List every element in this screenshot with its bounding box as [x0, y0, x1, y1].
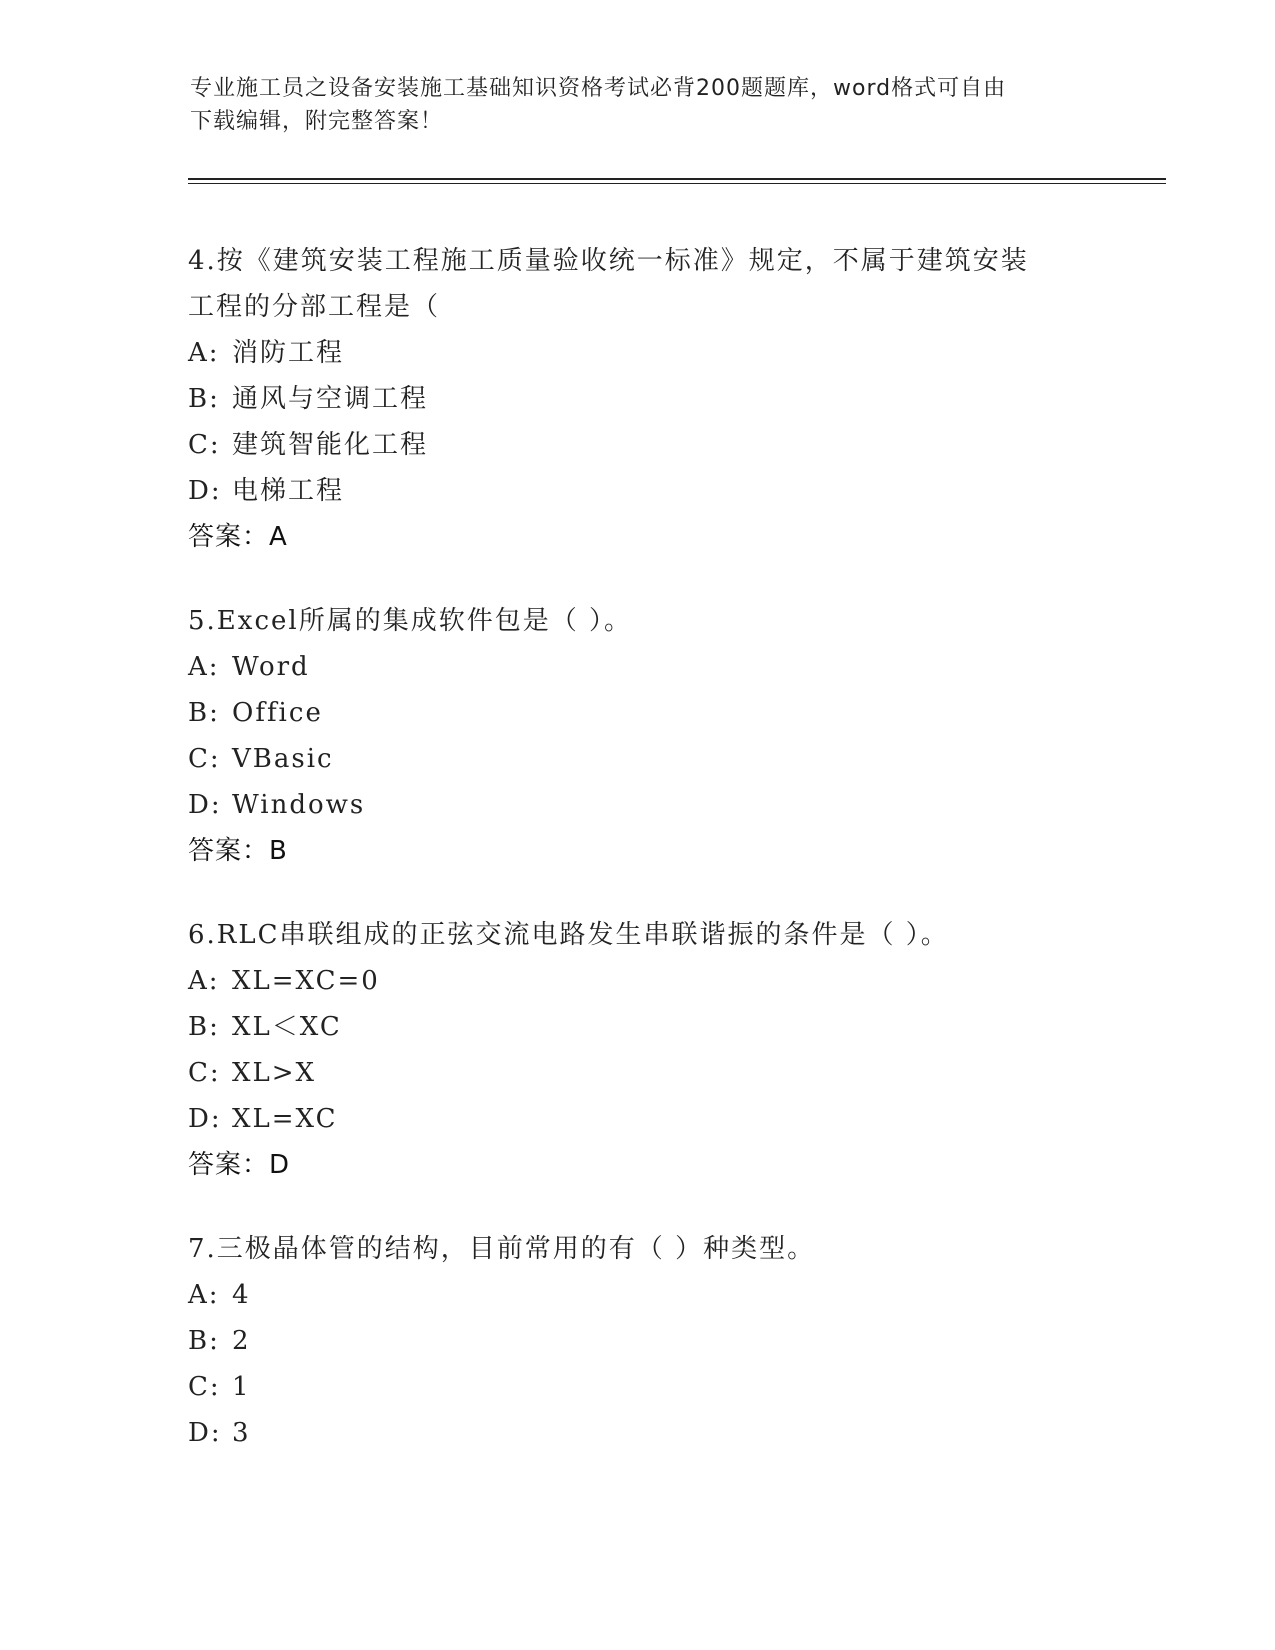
option-text: 2: [232, 1326, 251, 1356]
question-4: [188, 238, 1168, 560]
option-c: [188, 422, 1168, 468]
question-text: 5.Excel所属的集成软件包是（ ）。: [188, 606, 632, 636]
option-letter: C:: [188, 1058, 221, 1088]
intro-line-1: 专业施工员之设备安装施工基础知识资格考试必背200题题库，word格式可自由: [190, 76, 1007, 101]
option-text: 1: [232, 1372, 251, 1402]
document-intro: [190, 72, 1090, 138]
option-letter: A:: [188, 652, 220, 682]
option-text: VBasic: [232, 744, 334, 774]
option-text: Office: [232, 698, 323, 728]
option-text: 3: [232, 1418, 251, 1448]
header-divider: [188, 178, 1166, 180]
option-letter: B:: [188, 384, 220, 414]
answer-text: 答案：A: [188, 522, 288, 552]
option-letter: B:: [188, 1012, 220, 1042]
option-d: [188, 1096, 1168, 1142]
question-7: [188, 1226, 1168, 1456]
option-letter: C:: [188, 430, 221, 460]
option-text: Windows: [232, 790, 366, 820]
option-d: [188, 1410, 1168, 1456]
question-text: 6.RLC串联组成的正弦交流电路发生串联谐振的条件是（ ）。: [188, 920, 949, 950]
question-text: [188, 238, 1068, 330]
option-letter: D:: [188, 1104, 222, 1134]
option-letter: D:: [188, 790, 222, 820]
option-d: [188, 468, 1168, 514]
option-a: [188, 1272, 1168, 1318]
option-a: [188, 958, 1168, 1004]
option-letter: A:: [188, 966, 220, 996]
option-letter: D:: [188, 476, 222, 506]
question-text-line: 工程的分部工程是（: [188, 292, 441, 322]
option-text: XL=XC=0: [232, 966, 380, 996]
option-text: Word: [232, 652, 310, 682]
option-text: 建筑智能化工程: [232, 430, 429, 460]
question-6: [188, 912, 1168, 1188]
option-letter: C:: [188, 744, 221, 774]
option-letter: B:: [188, 698, 220, 728]
option-letter: B:: [188, 1326, 220, 1356]
option-letter: C:: [188, 1372, 221, 1402]
option-letter: A:: [188, 1280, 220, 1310]
question-5: [188, 598, 1168, 874]
question-text: 7.三极晶体管的结构，目前常用的有（ ）种类型。: [188, 1234, 816, 1264]
option-c: [188, 736, 1168, 782]
option-c: [188, 1050, 1168, 1096]
header-divider-thin: [188, 183, 1166, 184]
option-text: XL＜XC: [232, 1012, 342, 1042]
option-b: [188, 1318, 1168, 1364]
option-text: XL=XC: [232, 1104, 338, 1134]
option-text: 通风与空调工程: [232, 384, 429, 414]
question-text-line: 4.按《建筑安装工程施工质量验收统一标准》规定，不属于建筑安装: [188, 246, 1029, 276]
question-list: [188, 238, 1168, 1494]
option-text: 电梯工程: [232, 476, 345, 506]
option-d: [188, 782, 1168, 828]
option-b: [188, 376, 1168, 422]
option-c: [188, 1364, 1168, 1410]
option-text: 4: [232, 1280, 251, 1310]
answer-text: 答案：B: [188, 836, 288, 866]
option-letter: A:: [188, 338, 220, 368]
option-text: 消防工程: [232, 338, 345, 368]
option-a: [188, 644, 1168, 690]
option-b: [188, 1004, 1168, 1050]
intro-line-2: 下载编辑，附完整答案！: [190, 109, 444, 134]
option-b: [188, 690, 1168, 736]
option-letter: D:: [188, 1418, 222, 1448]
option-text: XL>X: [232, 1058, 317, 1088]
answer-text: 答案：D: [188, 1150, 291, 1180]
option-a: [188, 330, 1168, 376]
